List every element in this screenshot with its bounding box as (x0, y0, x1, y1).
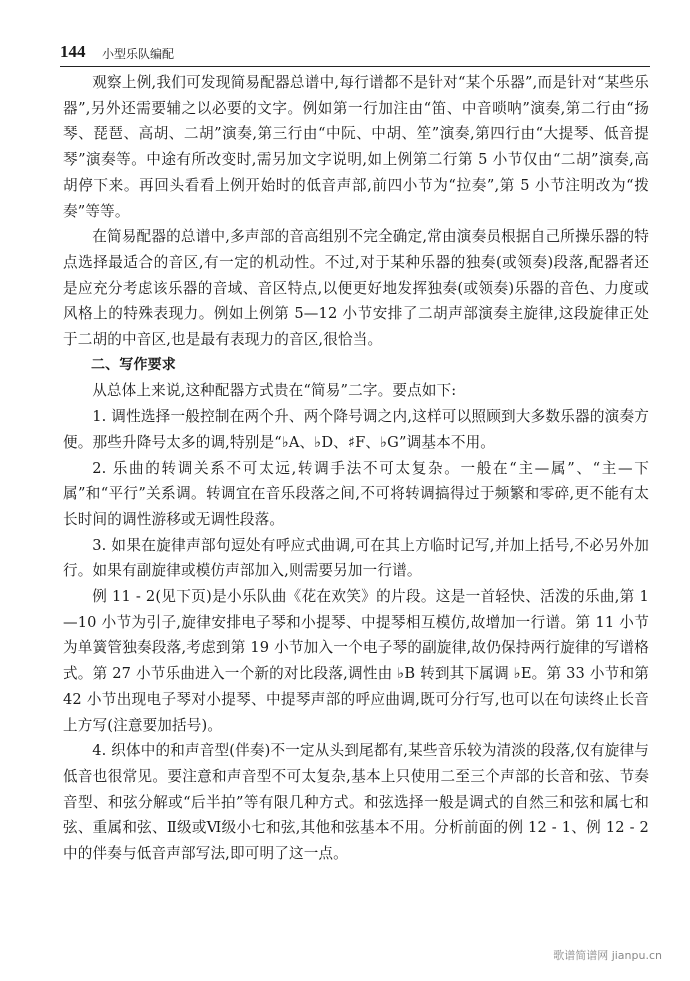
paragraph-point-2-modulation: 2. 乐曲的转调关系不可太远,转调手法不可太复杂。一般在“主—属”、“主—下属”和“平行”关系调。转调宜在音乐段落之间,不可将转调搞得过于频繁和零碎,更不能有太长时间的调性游移或无调性段落。 (63, 459, 649, 528)
paragraph-score-observation: 观察上例,我们可发现简易配器总谱中,每行谱都不是针对“某个乐器”,而是针对“某些乐器”,另外还需要辅之以必要的文字。例如第一行加注由“笛、中音唢呐”演奏,第二行由“扬琴、琵琶、高胡、二胡”演奏,第三行由“中阮、中胡、笙”演奏,第四行由“大提琴、低音提琴”演奏等。中途有所改变时,需另加文字说明,如上例第二行第 5 小节仅由“二胡”演奏,高胡停下来。再回头看看上例开始时的低音声部,前四小节为“拉奏”,第 5 小节注明改为“拨奏”等等。 (63, 74, 649, 220)
page-number: 144 (60, 42, 86, 61)
running-title: 小型乐队编配 (102, 47, 175, 61)
body-text (63, 70, 649, 867)
paragraph-example-11-2: 例 11 - 2(见下页)是小乐队曲《花在欢笑》的片段。这是一首轻快、活泼的乐曲,第 1—10 小节为引子,旋律安排电子琴和小提琴、中提琴相互模仿,故增加一行谱。第 11 小节为单簧管独奏段落,考虑到第 19 小节加入一个电子琴的副旋律,故仍保持两行旋律的写谱格式。第 27 小节乐曲进入一个新的对比段落,调性由 ♭B 转到其下属调 ♭E。第 33 小节和第 42 小节出现电子琴对小提琴、中提琴声部的呼应曲调,既可分行写,也可以在句读终止长音上方写(注意要加括号)。 (63, 588, 649, 734)
paragraph-point-1-key-choice: 1. 调性选择一般控制在两个升、两个降号调之内,这样可以照顾到大多数乐器的演奏方便。那些升降号太多的调,特别是“♭A、♭D、♯F、♭G”调基本不用。 (63, 408, 649, 451)
paragraph-point-4-texture: 4. 织体中的和声音型(伴奏)不一定从头到尾都有,某些音乐较为清淡的段落,仅有旋律与低音也很常见。要注意和声音型不可太复杂,基本上只使用二至三个声部的长音和弦、节奏音型、和弦分解或“后半拍”等有限几种方式。和弦选择一般是调式的自然三和弦和属七和弦、重属和弦、Ⅱ级或Ⅵ级小七和弦,其他和弦基本不用。分析前面的例 12 - 1、例 12 - 2 中的伴奏与低音声部写法,即可明了这一点。 (63, 742, 649, 863)
paragraph-point-3-response-melody: 3. 如果在旋律声部句逗处有呼应式曲调,可在其上方临时记写,并加上括号,不必另外加行。如果有副旋律或模仿声部加入,则需要另加一行谱。 (63, 536, 649, 580)
section-heading-writing-requirements: 二、写作要求 (91, 356, 176, 373)
page-header (60, 40, 650, 67)
watermark: 歌谱简谱网 jianpu.cn (553, 949, 662, 962)
paragraph-register-choice: 在简易配器的总谱中,多声部的音高组别不完全确定,常由演奏员根据自己所操乐器的特点选择最适合的音区,有一定的机动性。不过,对于某种乐器的独奏(或领奏)段落,配器者还是应充分考虑该乐器的音域、音区特点,以便更好地发挥独奏(或领奏)乐器的音色、力度或风格上的特殊表现力。例如上例第 5—12 小节安排了二胡声部演奏主旋律,这段旋律正处于二胡的中音区,也是最有表现力的音区,很恰当。 (63, 228, 649, 349)
paragraph-overview: 从总体上来说,这种配器方式贵在“简易”二字。要点如下: (92, 382, 457, 400)
